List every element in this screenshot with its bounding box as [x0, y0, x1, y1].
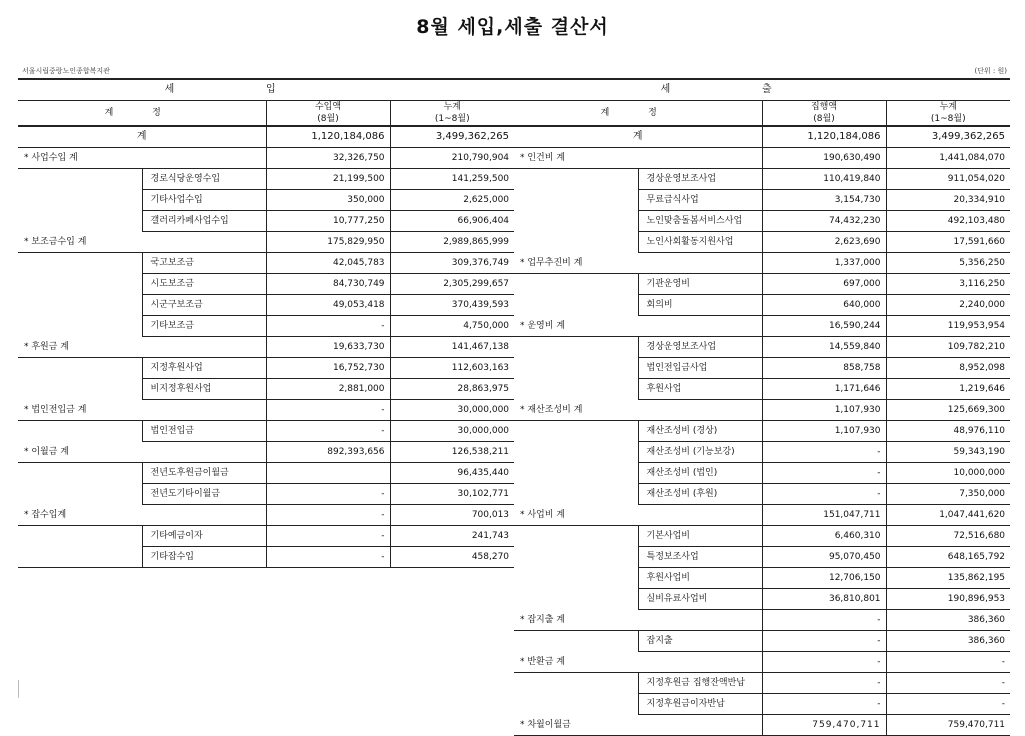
revenue-item-row	[18, 526, 514, 547]
revenue-amount-cell: -	[266, 505, 390, 526]
revenue-cumulative-cell: 112,603,163	[390, 358, 514, 379]
expense-item-label: 기본사업비	[638, 526, 762, 547]
revenue-cumulative-cell: 370,439,593	[390, 295, 514, 316]
expense-amount-cell: 95,070,450	[762, 547, 886, 568]
revenue-col-cumulative: 누계 (1~8월)	[390, 101, 514, 127]
revenue-total-cumulative: 3,499,362,265	[390, 126, 514, 148]
revenue-indent-cell	[18, 253, 142, 274]
expense-item-label: 재산조성비 (기능보강)	[638, 442, 762, 463]
expense-cumulative-cell: 190,896,953	[886, 589, 1010, 610]
expense-indent-cell	[514, 421, 638, 442]
expense-category-row	[514, 652, 1010, 673]
expense-cumulative-cell: 7,350,000	[886, 484, 1010, 505]
expense-col-account: 계 정	[514, 101, 762, 127]
revenue-indent-cell	[18, 169, 142, 190]
revenue-header-right: 입	[266, 79, 514, 101]
expense-item-row	[514, 295, 1010, 316]
expense-category-row	[514, 715, 1010, 736]
revenue-amount-cell: -	[266, 316, 390, 337]
expense-amount-cell: -	[762, 442, 886, 463]
expense-category-label: * 잡지출 계	[514, 610, 762, 631]
expense-category-label: * 업무추진비 계	[514, 253, 762, 274]
revenue-amount-cell: 16,752,730	[266, 358, 390, 379]
revenue-amount-cell: 10,777,250	[266, 211, 390, 232]
revenue-total-row	[18, 126, 514, 148]
revenue-amount-cell: -	[266, 484, 390, 505]
expense-indent-cell	[514, 694, 638, 715]
revenue-category-row	[18, 148, 514, 169]
revenue-amount-cell: -	[266, 547, 390, 568]
expense-item-label: 지정후원금 집행잔액반납	[638, 673, 762, 694]
unit-note: (단위 : 원)	[974, 67, 1007, 75]
margin-mark	[18, 680, 19, 698]
revenue-item-label: 지정후원사업	[142, 358, 266, 379]
expense-item-row	[514, 232, 1010, 253]
expense-amount-cell: 3,154,730	[762, 190, 886, 211]
revenue-cumulative-cell: 30,000,000	[390, 400, 514, 421]
revenue-category-label: * 법인전입금 계	[18, 400, 266, 421]
revenue-col-account: 계 정	[18, 101, 266, 127]
expense-category-label: * 인건비 계	[514, 148, 762, 169]
expense-header-right: 출	[762, 79, 1010, 101]
expense-item-label: 지정후원금이자반납	[638, 694, 762, 715]
revenue-amount-cell: 21,199,500	[266, 169, 390, 190]
expense-cumulative-cell: 1,219,646	[886, 379, 1010, 400]
revenue-category-label: * 잡수입계	[18, 505, 266, 526]
expense-cumulative-cell: 8,952,098	[886, 358, 1010, 379]
revenue-indent-cell	[18, 274, 142, 295]
expense-header-left: 세	[514, 79, 762, 101]
expense-item-row	[514, 442, 1010, 463]
expense-item-row	[514, 547, 1010, 568]
expense-total-row	[514, 126, 1010, 148]
expense-total-label: 계	[514, 126, 762, 148]
revenue-cumulative-cell: 126,538,211	[390, 442, 514, 463]
revenue-item-label: 전년도기타이월금	[142, 484, 266, 505]
revenue-total-amount: 1,120,184,086	[266, 126, 390, 148]
expense-item-label: 특정보조사업	[638, 547, 762, 568]
expense-item-row	[514, 568, 1010, 589]
revenue-amount-cell: 2,881,000	[266, 379, 390, 400]
revenue-amount-cell	[266, 463, 390, 484]
revenue-item-row	[18, 253, 514, 274]
revenue-item-row	[18, 295, 514, 316]
expense-category-row	[514, 505, 1010, 526]
revenue-category-label: * 보조금수입 계	[18, 232, 266, 253]
expense-category-label: * 운영비 계	[514, 316, 762, 337]
revenue-amount-cell: 19,633,730	[266, 337, 390, 358]
expense-amount-cell: 1,171,646	[762, 379, 886, 400]
expense-item-row	[514, 589, 1010, 610]
revenue-cumulative-cell: 66,906,404	[390, 211, 514, 232]
expense-category-row	[514, 316, 1010, 337]
expense-cumulative-cell: 109,782,210	[886, 337, 1010, 358]
expense-cumulative-cell: 72,516,680	[886, 526, 1010, 547]
expense-item-row	[514, 274, 1010, 295]
expense-item-label: 후원사업	[638, 379, 762, 400]
revenue-amount-cell: 175,829,950	[266, 232, 390, 253]
revenue-amount-cell: -	[266, 400, 390, 421]
revenue-cumulative-cell: 241,743	[390, 526, 514, 547]
expense-item-row	[514, 526, 1010, 547]
revenue-item-label: 기타예금이자	[142, 526, 266, 547]
expense-cumulative-cell: -	[886, 694, 1010, 715]
revenue-cumulative-cell: 2,989,865,999	[390, 232, 514, 253]
revenue-category-row	[18, 232, 514, 253]
revenue-amount-cell: 350,000	[266, 190, 390, 211]
revenue-table	[18, 78, 514, 568]
revenue-header-left: 세	[18, 79, 266, 101]
expense-indent-cell	[514, 442, 638, 463]
revenue-item-row	[18, 169, 514, 190]
expense-table	[514, 78, 1010, 736]
revenue-item-label: 국고보조금	[142, 253, 266, 274]
expense-item-label: 노인사회활동지원사업	[638, 232, 762, 253]
revenue-cumulative-cell: 309,376,749	[390, 253, 514, 274]
expense-indent-cell	[514, 484, 638, 505]
revenue-item-label: 기타잡수입	[142, 547, 266, 568]
expense-indent-cell	[514, 547, 638, 568]
expense-cumulative-cell: 492,103,480	[886, 211, 1010, 232]
revenue-amount-cell: 32,326,750	[266, 148, 390, 169]
expense-amount-cell: -	[762, 610, 886, 631]
expense-indent-cell	[514, 463, 638, 484]
expense-indent-cell	[514, 358, 638, 379]
revenue-col-amount: 수입액 (8월)	[266, 101, 390, 127]
revenue-cumulative-cell: 30,000,000	[390, 421, 514, 442]
revenue-cumulative-cell: 4,750,000	[390, 316, 514, 337]
revenue-category-label: * 이월금 계	[18, 442, 266, 463]
revenue-amount-cell: 42,045,783	[266, 253, 390, 274]
revenue-indent-cell	[18, 379, 142, 400]
expense-amount-cell: -	[762, 484, 886, 505]
revenue-indent-cell	[18, 316, 142, 337]
expense-indent-cell	[514, 631, 638, 652]
revenue-item-row	[18, 190, 514, 211]
expense-item-row	[514, 337, 1010, 358]
revenue-category-row	[18, 337, 514, 358]
expense-cumulative-cell: 3,116,250	[886, 274, 1010, 295]
expense-amount-cell: -	[762, 463, 886, 484]
expense-category-row	[514, 400, 1010, 421]
revenue-category-row	[18, 505, 514, 526]
expense-amount-cell: 6,460,310	[762, 526, 886, 547]
revenue-amount-cell: -	[266, 421, 390, 442]
expense-indent-cell	[514, 169, 638, 190]
expense-amount-cell: 74,432,230	[762, 211, 886, 232]
expense-item-label: 무료급식사업	[638, 190, 762, 211]
expense-cumulative-cell: 648,165,792	[886, 547, 1010, 568]
expense-item-row	[514, 463, 1010, 484]
expense-amount-cell: -	[762, 673, 886, 694]
expense-category-row	[514, 148, 1010, 169]
expense-amount-cell: 697,000	[762, 274, 886, 295]
expense-indent-cell	[514, 568, 638, 589]
expense-cumulative-cell: 59,343,190	[886, 442, 1010, 463]
expense-item-row	[514, 421, 1010, 442]
expense-indent-cell	[514, 589, 638, 610]
revenue-amount-cell: -	[266, 526, 390, 547]
expense-cumulative-cell: -	[886, 652, 1010, 673]
expense-item-row	[514, 169, 1010, 190]
expense-category-label: * 반환금 계	[514, 652, 762, 673]
revenue-total-label: 계	[18, 126, 266, 148]
organization-name: 서울시립중랑노인종합복지관	[22, 67, 110, 75]
expense-amount-cell: 151,047,711	[762, 505, 886, 526]
expense-cumulative-cell: 119,953,954	[886, 316, 1010, 337]
expense-item-row	[514, 379, 1010, 400]
expense-col-amount: 집행액 (8월)	[762, 101, 886, 127]
revenue-item-label: 기타사업수입	[142, 190, 266, 211]
expense-item-row	[514, 631, 1010, 652]
revenue-item-label: 갤러리카페사업수입	[142, 211, 266, 232]
expense-item-label: 기관운영비	[638, 274, 762, 295]
revenue-amount-cell: 892,393,656	[266, 442, 390, 463]
expense-amount-cell: 36,810,801	[762, 589, 886, 610]
expense-cumulative-cell: 48,976,110	[886, 421, 1010, 442]
revenue-cumulative-cell: 2,305,299,657	[390, 274, 514, 295]
expense-amount-cell: -	[762, 631, 886, 652]
revenue-item-label: 시도보조금	[142, 274, 266, 295]
revenue-indent-cell	[18, 547, 142, 568]
revenue-cumulative-cell: 141,259,500	[390, 169, 514, 190]
expense-item-label: 후원사업비	[638, 568, 762, 589]
expense-item-row	[514, 211, 1010, 232]
revenue-item-row	[18, 547, 514, 568]
revenue-item-row	[18, 358, 514, 379]
expense-cumulative-cell: 20,334,910	[886, 190, 1010, 211]
expense-item-label: 노인맞춤돌봄서비스사업	[638, 211, 762, 232]
expense-cumulative-cell: 386,360	[886, 631, 1010, 652]
expense-amount-cell: 190,630,490	[762, 148, 886, 169]
expense-indent-cell	[514, 295, 638, 316]
revenue-item-row	[18, 211, 514, 232]
expense-cumulative-cell: 10,000,000	[886, 463, 1010, 484]
expense-amount-cell: 858,758	[762, 358, 886, 379]
expense-item-label: 경상운영보조사업	[638, 169, 762, 190]
revenue-item-label: 법인전입금	[142, 421, 266, 442]
expense-cumulative-cell: 125,669,300	[886, 400, 1010, 421]
expense-amount-cell: -	[762, 694, 886, 715]
expense-item-label: 실비유료사업비	[638, 589, 762, 610]
expense-indent-cell	[514, 673, 638, 694]
expense-cumulative-cell: 135,862,195	[886, 568, 1010, 589]
expense-category-row	[514, 610, 1010, 631]
expense-amount-cell: 1,107,930	[762, 400, 886, 421]
revenue-item-row	[18, 316, 514, 337]
expense-item-row	[514, 484, 1010, 505]
revenue-item-row	[18, 379, 514, 400]
revenue-cumulative-cell: 700,013	[390, 505, 514, 526]
revenue-cumulative-cell: 96,435,440	[390, 463, 514, 484]
revenue-cumulative-cell: 141,467,138	[390, 337, 514, 358]
revenue-indent-cell	[18, 463, 142, 484]
expense-amount-cell: 2,623,690	[762, 232, 886, 253]
revenue-cumulative-cell: 2,625,000	[390, 190, 514, 211]
revenue-indent-cell	[18, 190, 142, 211]
revenue-category-row	[18, 442, 514, 463]
revenue-amount-cell: 49,053,418	[266, 295, 390, 316]
revenue-item-label: 기타보조금	[142, 316, 266, 337]
expense-category-row	[514, 253, 1010, 274]
expense-amount-cell: -	[762, 652, 886, 673]
revenue-cumulative-cell: 458,270	[390, 547, 514, 568]
expense-indent-cell	[514, 379, 638, 400]
revenue-indent-cell	[18, 421, 142, 442]
revenue-indent-cell	[18, 358, 142, 379]
expense-indent-cell	[514, 526, 638, 547]
revenue-indent-cell	[18, 526, 142, 547]
expense-total-amount: 1,120,184,086	[762, 126, 886, 148]
revenue-cumulative-cell: 30,102,771	[390, 484, 514, 505]
revenue-item-label: 경로식당운영수입	[142, 169, 266, 190]
revenue-item-row	[18, 421, 514, 442]
expense-amount-cell: 16,590,244	[762, 316, 886, 337]
expense-category-label: * 차월이월금	[514, 715, 762, 736]
expense-cumulative-cell: 911,054,020	[886, 169, 1010, 190]
expense-amount-cell: 12,706,150	[762, 568, 886, 589]
revenue-item-label: 전년도후원금이월금	[142, 463, 266, 484]
expense-item-label: 재산조성비 (법인)	[638, 463, 762, 484]
expense-indent-cell	[514, 190, 638, 211]
expense-item-label: 법인전입금사업	[638, 358, 762, 379]
expense-amount-cell: 640,000	[762, 295, 886, 316]
expense-amount-cell: 759,470,711	[762, 715, 886, 736]
page-title: 8월 세입,세출 결산서	[416, 16, 609, 38]
expense-item-label: 잡지출	[638, 631, 762, 652]
revenue-indent-cell	[18, 295, 142, 316]
expense-item-label: 재산조성비 (후원)	[638, 484, 762, 505]
revenue-cumulative-cell: 28,863,975	[390, 379, 514, 400]
revenue-amount-cell: 84,730,749	[266, 274, 390, 295]
expense-col-cumulative: 누계 (1~8월)	[886, 101, 1010, 127]
expense-category-label: * 사업비 계	[514, 505, 762, 526]
expense-indent-cell	[514, 232, 638, 253]
revenue-item-row	[18, 274, 514, 295]
expense-indent-cell	[514, 211, 638, 232]
revenue-category-label: * 후원금 계	[18, 337, 266, 358]
expense-cumulative-cell: 1,047,441,620	[886, 505, 1010, 526]
expense-amount-cell: 14,559,840	[762, 337, 886, 358]
expense-cumulative-cell: 386,360	[886, 610, 1010, 631]
expense-cumulative-cell: 1,441,084,070	[886, 148, 1010, 169]
revenue-indent-cell	[18, 211, 142, 232]
expense-cumulative-cell: 5,356,250	[886, 253, 1010, 274]
expense-item-label: 경상운영보조사업	[638, 337, 762, 358]
expense-cumulative-cell: -	[886, 673, 1010, 694]
revenue-item-label: 시군구보조금	[142, 295, 266, 316]
expense-item-row	[514, 190, 1010, 211]
expense-item-label: 재산조성비 (경상)	[638, 421, 762, 442]
expense-item-row	[514, 673, 1010, 694]
revenue-indent-cell	[18, 484, 142, 505]
expense-cumulative-cell: 759,470,711	[886, 715, 1010, 736]
expense-amount-cell: 1,107,930	[762, 421, 886, 442]
revenue-item-row	[18, 484, 514, 505]
expense-indent-cell	[514, 337, 638, 358]
expense-cumulative-cell: 17,591,660	[886, 232, 1010, 253]
expense-item-row	[514, 358, 1010, 379]
expense-item-row	[514, 694, 1010, 715]
expense-amount-cell: 110,419,840	[762, 169, 886, 190]
revenue-category-row	[18, 400, 514, 421]
revenue-cumulative-cell: 210,790,904	[390, 148, 514, 169]
expense-cumulative-cell: 2,240,000	[886, 295, 1010, 316]
expense-amount-cell: 1,337,000	[762, 253, 886, 274]
expense-indent-cell	[514, 274, 638, 295]
expense-total-cumulative: 3,499,362,265	[886, 126, 1010, 148]
expense-item-label: 회의비	[638, 295, 762, 316]
revenue-category-label: * 사업수입 계	[18, 148, 266, 169]
revenue-item-row	[18, 463, 514, 484]
expense-category-label: * 재산조성비 계	[514, 400, 762, 421]
revenue-item-label: 비지정후원사업	[142, 379, 266, 400]
